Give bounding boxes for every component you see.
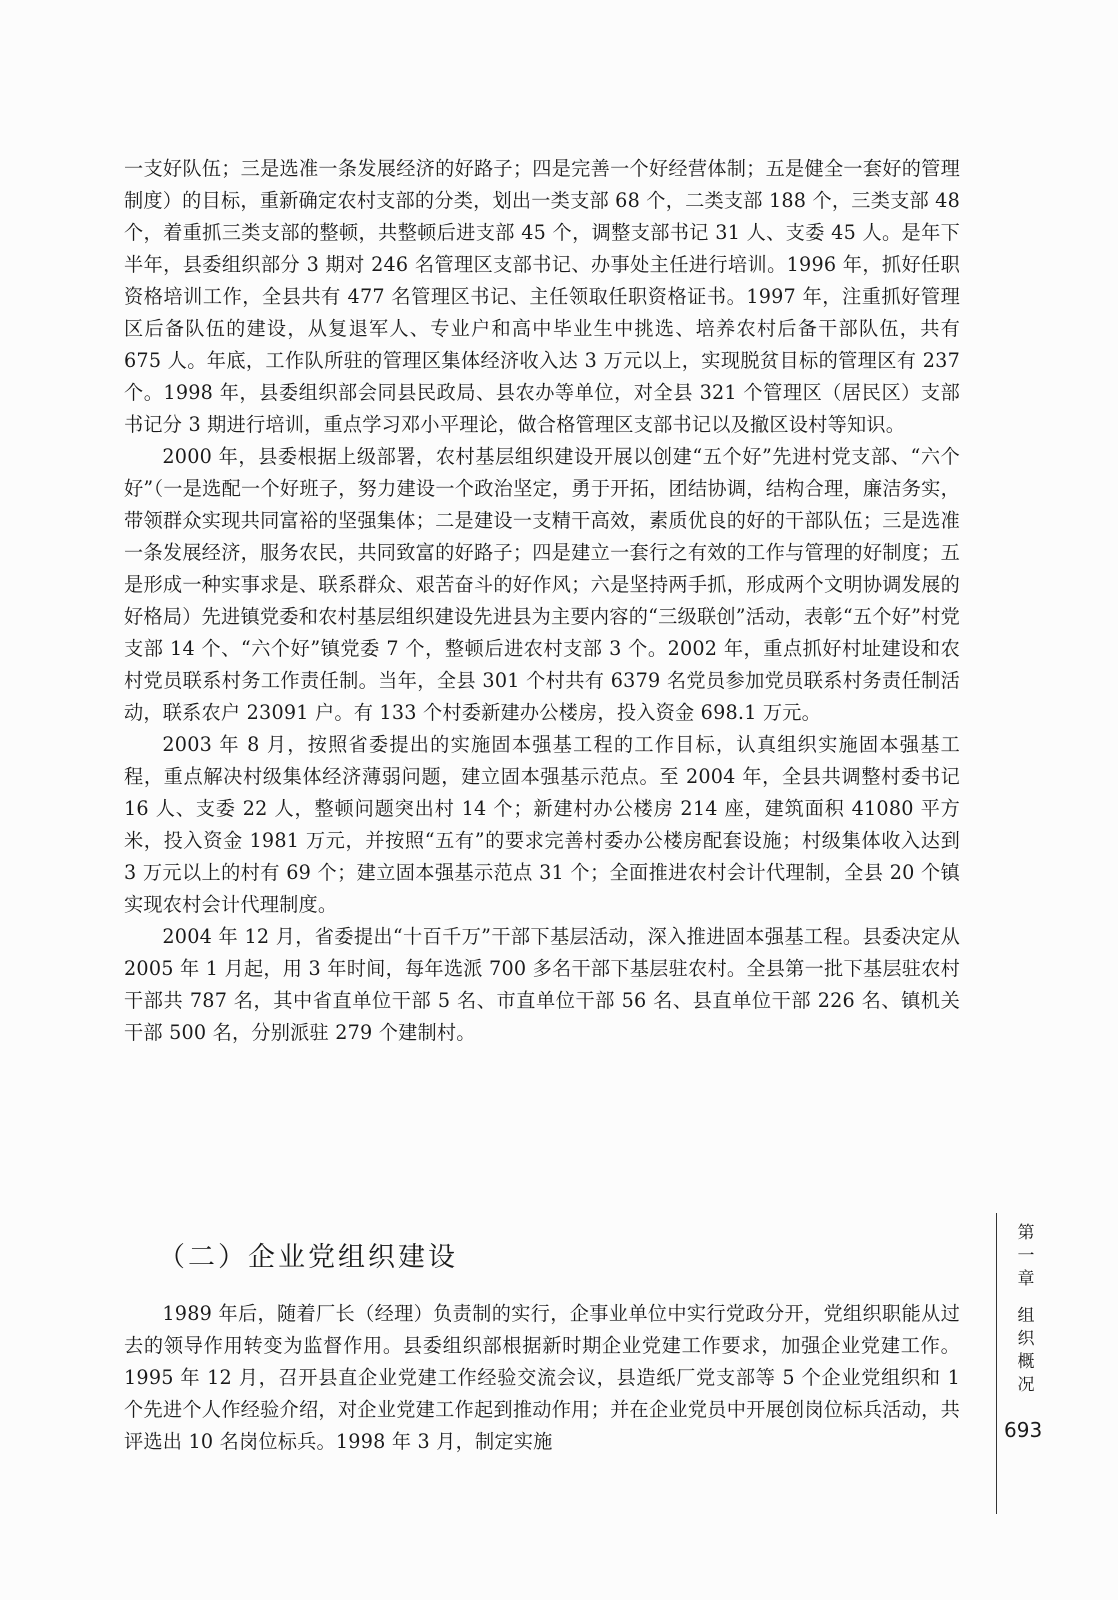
- chapter-char: 章: [1017, 1269, 1035, 1289]
- page-number: 693: [1004, 1418, 1043, 1442]
- side-divider-rule: [996, 1213, 997, 1514]
- chapter-side-tab: [1008, 1222, 1044, 1397]
- body-text-bottom: [124, 1298, 960, 1458]
- chapter-title-char: 概: [1017, 1352, 1035, 1372]
- chapter-title-char: 组: [1017, 1306, 1035, 1326]
- chapter-char: 一: [1017, 1246, 1035, 1266]
- paragraph-3: 2003 年 8 月，按照省委提出的实施固本强基工程的工作目标，认真组织实施固本强基工程，重点解决村级集体经济薄弱问题，建立固本强基示范点。至 2004 年，全县共调整村委书记 16 人、支委 22 人，整顿问题突出村 14 个；新建村办公楼房 214 座，建筑面积 41080 平方米，投入资金 1981 万元，并按照“五有”的要求完善村委办公楼房配套设施；村级集体收入达到 3 万元以上的村有 69 个；建立固本强基示范点 31 个；全面推进农村会计代理制，全县 20 个镇实现农村会计代理制度。: [124, 733, 960, 916]
- body-text-top: [124, 153, 960, 1049]
- section-heading: （二）企业党组织建设: [158, 1242, 458, 1273]
- paragraph-4: 2004 年 12 月，省委提出“十百千万”干部下基层活动，深入推进固本强基工程。县委决定从 2005 年 1 月起，用 3 年时间，每年选派 700 多名干部下基层驻农村。全县第一批下基层驻农村干部共 787 名，其中省直单位干部 5 名、市直单位干部 56 名、县直单位干部 226 名、镇机关干部 500 名，分别派驻 279 个建制村。: [124, 925, 960, 1044]
- chapter-title-char: 织: [1017, 1329, 1035, 1349]
- paragraph-5: 1989 年后，随着厂长（经理）负责制的实行，企事业单位中实行党政分开，党组织职能从过去的领导作用转变为监督作用。县委组织部根据新时期企业党建工作要求，加强企业党建工作。1995 年 12 月，召开县直企业党建工作经验交流会议，县造纸厂党支部等 5 个企业党组织和 1 个先进个人作经验介绍，对企业党建工作起到推动作用；并在企业党员中开展创岗位标兵活动，共评选出 10 名岗位标兵。1998 年 3 月，制定实施: [124, 1302, 960, 1453]
- chapter-title-char: 况: [1017, 1375, 1035, 1395]
- paragraph-2: 2000 年，县委根据上级部署，农村基层组织建设开展以创建“五个好”先进村党支部、“六个好”（一是选配一个好班子，努力建设一个政治坚定，勇于开拓，团结协调，结构合理，廉洁务实，带领群众实现共同富裕的坚强集体；二是建设一支精干高效，素质优良的好的干部队伍；三是选准一条发展经济，服务农民，共同致富的好路子；四是建立一套行之有效的工作与管理的好制度；五是形成一种实事求是、联系群众、艰苦奋斗的好作风；六是坚持两手抓，形成两个文明协调发展的好格局）先进镇党委和农村基层组织建设先进县为主要内容的“三级联创”活动，表彰“五个好”村党支部 14 个、“六个好”镇党委 7 个，整顿后进农村支部 3 个。2002 年，重点抓好村址建设和农村党员联系村务工作责任制。当年，全县 301 个村共有 6379 名党员参加党员联系村务责任制活动，联系农户 23091 户。有 133 个村委新建办公楼房，投入资金 698.1 万元。: [124, 445, 960, 724]
- side-tab-gap: [1008, 1291, 1044, 1305]
- paragraph-1: 一支好队伍；三是选准一条发展经济的好路子；四是完善一个好经营体制；五是健全一套好的管理制度）的目标，重新确定农村支部的分类，划出一类支部 68 个，二类支部 188 个，三类支部 48 个，着重抓三类支部的整顿，共整顿后进支部 45 个，调整支部书记 31 人、支委 45 人。是年下半年，县委组织部分 3 期对 246 名管理区支部书记、办事处主任进行培训。1996 年，抓好任职资格培训工作，全县共有 477 名管理区书记、主任领取任职资格证书。1997 年，注重抓好管理区后备队伍的建设，从复退军人、专业户和高中毕业生中挑选、培养农村后备干部队伍，共有 675 人。年底，工作队所驻的管理区集体经济收入达 3 万元以上，实现脱贫目标的管理区有 237 个。1998 年，县委组织部会同县民政局、县农办等单位，对全县 321 个管理区（居民区）支部书记分 3 期进行培训，重点学习邓小平理论，做合格管理区支部书记以及撤区设村等知识。: [124, 157, 960, 436]
- chapter-char: 第: [1017, 1223, 1035, 1243]
